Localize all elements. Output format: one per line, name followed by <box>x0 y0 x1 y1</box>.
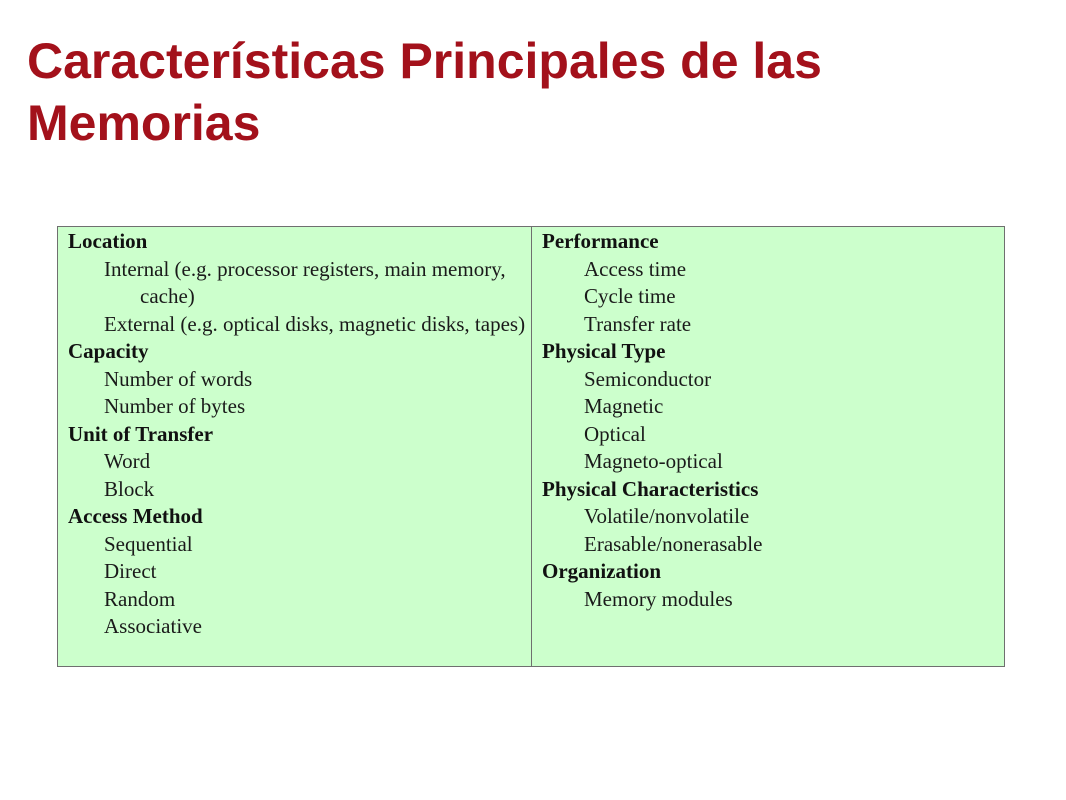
section-heading-unit-of-transfer: Unit of Transfer <box>68 421 214 446</box>
list-item: Semiconductor <box>584 366 712 391</box>
list-item: Optical <box>584 421 646 446</box>
list-item: Magnetic <box>584 394 664 418</box>
list-item: Internal (e.g. processor registers, main memory, cache) <box>104 256 506 308</box>
list-item: Access time <box>584 256 687 281</box>
section-heading-physical-type: Physical Type <box>542 339 666 363</box>
list-item: Direct <box>104 559 157 583</box>
table-right-column <box>532 227 1004 666</box>
list-item: Cycle time <box>584 284 676 308</box>
list-item: Block <box>104 476 155 501</box>
section-heading-access-method: Access Method <box>68 504 203 528</box>
list-item: Erasable/nonerasable <box>584 531 763 556</box>
section-heading-physical-characteristics: Physical Characteristics <box>542 476 759 501</box>
list-item: Associative <box>104 614 202 638</box>
section-heading-organization: Organization <box>542 559 661 583</box>
section-heading-location: Location <box>68 229 148 253</box>
list-item: Number of words <box>104 366 253 391</box>
table-left-column <box>58 227 532 666</box>
list-item: Sequential <box>104 531 193 556</box>
memory-characteristics-table <box>57 226 1005 667</box>
list-item: External (e.g. optical disks, magnetic disks, tapes) <box>104 311 526 336</box>
list-item: Memory modules <box>584 586 733 611</box>
section-heading-capacity: Capacity <box>68 339 149 363</box>
list-item: Random <box>104 586 176 611</box>
list-item: Transfer rate <box>584 311 692 336</box>
list-item: Word <box>104 449 151 473</box>
list-item: Number of bytes <box>104 394 246 418</box>
section-heading-performance: Performance <box>542 229 659 253</box>
list-item: Volatile/nonvolatile <box>584 504 750 528</box>
list-item: Magneto-optical <box>584 449 723 473</box>
slide-title: Características Principales de las Memorias <box>27 33 822 151</box>
